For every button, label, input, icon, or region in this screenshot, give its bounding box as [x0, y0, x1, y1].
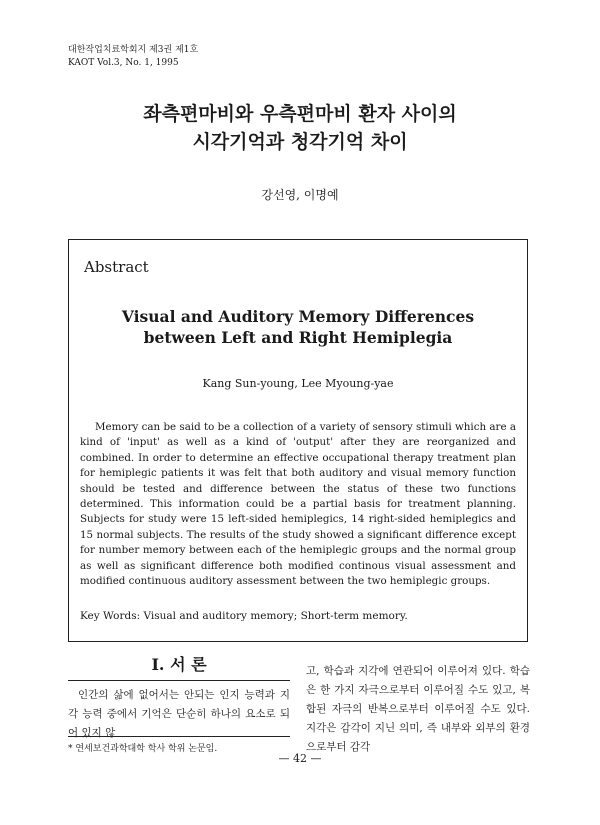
- paper-title-ko-line1: 좌측편마비와 우측편마비 환자 사이의: [143, 103, 457, 125]
- authors-en: Kang Sun-young, Lee Myoung-yae: [202, 377, 394, 390]
- page-number: — 42 —: [278, 752, 322, 765]
- journal-header: [68, 44, 198, 70]
- paper-title-en-line1: Visual and Auditory Memory Differences: [121, 307, 475, 326]
- section-divider: [68, 680, 290, 681]
- abstract-body: Memory can be said to be a collection of a variety of sensory stimuli which are a kind of 'input' as well as a kind of 'output' after they are reorganized and combined. In order to determine an effective occupational therapy treatment plan for hemiplegic patients it was felt that both auditory and visual memory function should be tested and difference between the status of these two functions determined. This information could be a partial basis for treatment planning. Subjects for study were 15 left-sided hemiplegics, 14 right-sided hemiplegics and 15 normal subjects. The results of the study showed a significant difference except for number memory between each of the hemiplegic groups and the normal group as well as significant difference both modified continous visual assessment and modified continuous auditory assessment between the two hemiplegic groups.: [80, 421, 516, 588]
- paper-title-en-line2: between Left and Right Hemiplegia: [143, 328, 453, 347]
- paper-title-en: [69, 306, 527, 348]
- journal-name-ko: 대한작업치료학회지 제3권 제1호: [68, 45, 199, 55]
- authors-ko: 강선영, 이명예: [261, 188, 339, 202]
- abstract-heading: Abstract: [84, 258, 149, 276]
- key-words: Key Words: Visual and auditory memory; Short-term memory.: [80, 610, 408, 622]
- paper-title-ko: [0, 100, 600, 156]
- body-text-right-column: 고, 학습과 지각에 연관되어 이루어져 있다. 학습은 한 가지 자극으로부터 이루어질 수도 있고, 복합된 자극의 반복으로부터 이루어질 수도 있다. 지각은 감각이 지닌 의미, 즉 내부와 외부의 환경으로부터 감각: [306, 665, 530, 753]
- abstract-box: [68, 239, 528, 642]
- paper-title-ko-line2: 시각기억과 청각기억 차이: [192, 131, 408, 153]
- section-heading: Ⅰ. 서 론: [151, 655, 207, 674]
- footnote: * 연세보건과학대학 학사 학위 논문임.: [68, 736, 290, 754]
- journal-name-en: KAOT Vol.3, No. 1, 1995: [68, 58, 179, 68]
- body-text-left-column: 인간의 삶에 없어서는 안되는 인지 능력과 지각 능력 중에서 기억은 단순히 하나의 요소로 되어 있지 않: [68, 689, 290, 739]
